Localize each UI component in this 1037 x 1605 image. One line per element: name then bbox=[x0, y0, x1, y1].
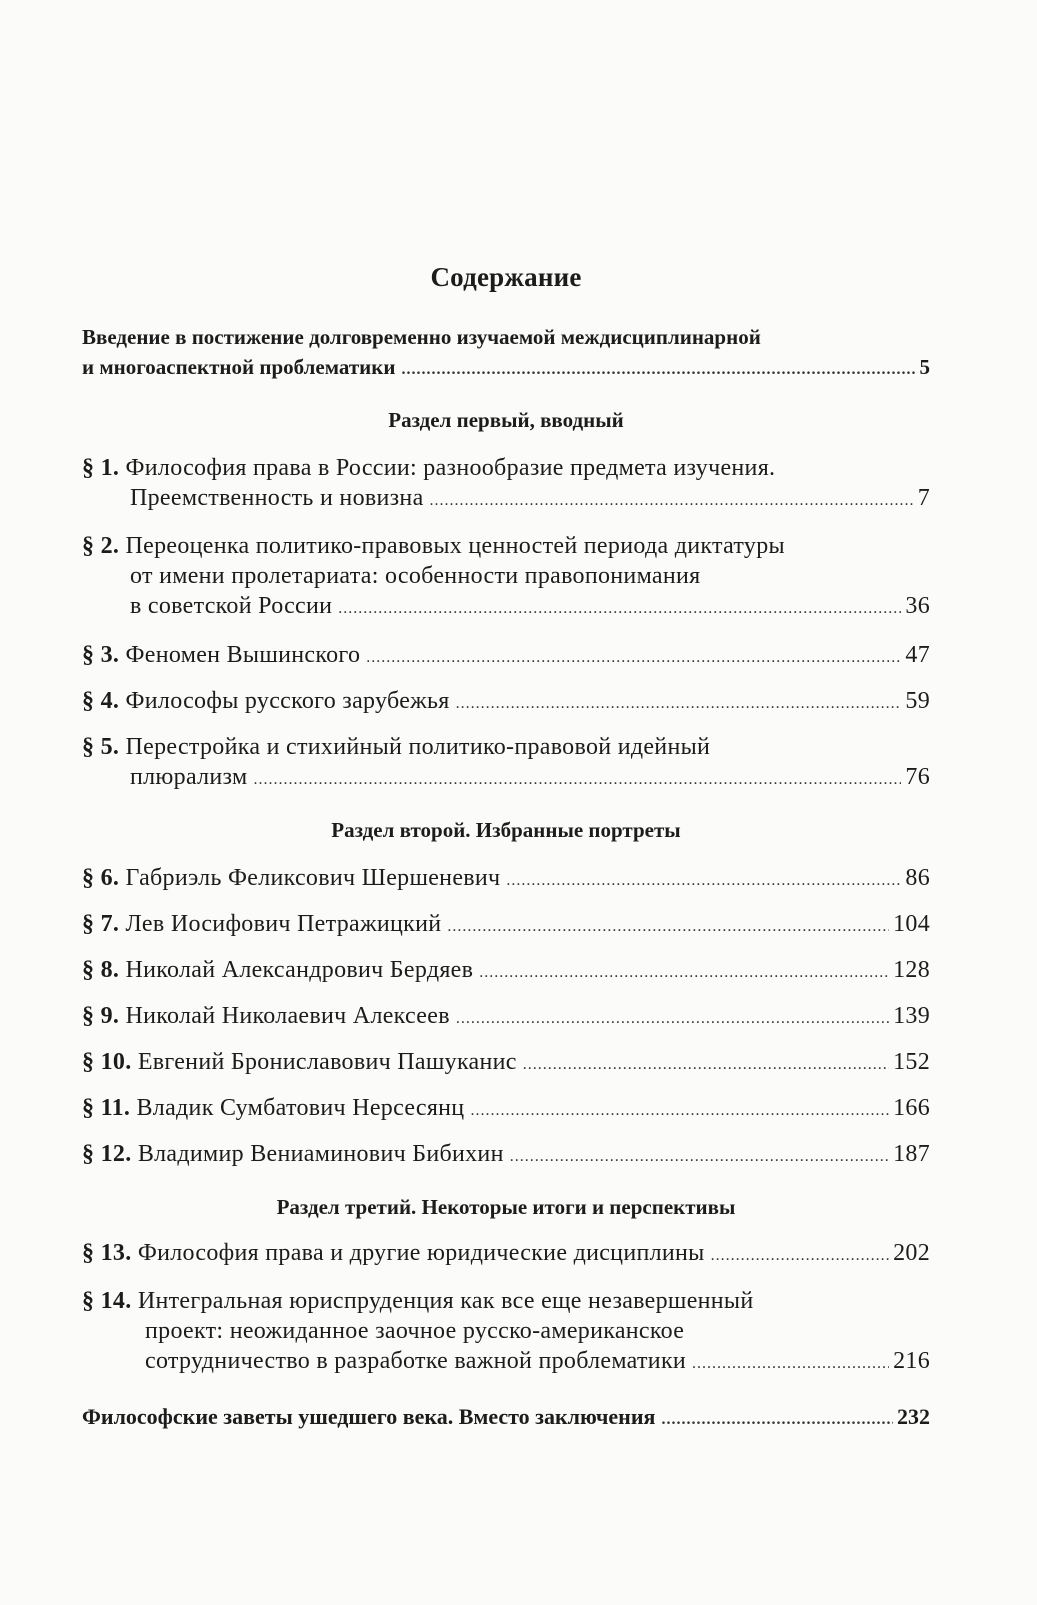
toc-entry-text: Перестройка и стихийный политико-правовой идейный bbox=[125, 734, 711, 760]
paragraph-number: § 2. bbox=[82, 533, 120, 559]
toc-entry-4[interactable] bbox=[82, 686, 930, 716]
toc-line bbox=[82, 762, 930, 792]
toc-entry-text: Философия права и другие юридические дисциплины bbox=[137, 1240, 705, 1266]
toc-entry-text: Владик Сумбатович Нерсесянц bbox=[136, 1095, 465, 1121]
paragraph-number: § 11. bbox=[82, 1095, 131, 1121]
leader-dots bbox=[470, 1096, 889, 1126]
toc-line bbox=[82, 1286, 930, 1316]
paragraph-number: § 8. bbox=[82, 957, 120, 983]
toc-line bbox=[82, 352, 930, 382]
toc-entry-text: Владимир Вениаминович Бибихин bbox=[137, 1141, 504, 1167]
page-number: 232 bbox=[897, 1404, 930, 1429]
toc-entry-9[interactable] bbox=[82, 1001, 930, 1031]
toc-line bbox=[82, 640, 930, 670]
page-number: 104 bbox=[893, 911, 930, 937]
toc-entry-text: Евгений Брониславович Пашуканис bbox=[137, 1049, 517, 1075]
toc-entry-10[interactable] bbox=[82, 1047, 930, 1077]
page-number: 59 bbox=[905, 688, 930, 714]
toc-line bbox=[82, 686, 930, 716]
page-number: 76 bbox=[905, 764, 930, 790]
paragraph-number: § 7. bbox=[82, 911, 120, 937]
section-heading: Раздел второй. Избранные портреты bbox=[331, 818, 681, 842]
leader-dots bbox=[479, 958, 889, 988]
toc-line bbox=[82, 909, 930, 939]
toc-line bbox=[82, 1346, 930, 1376]
toc-line bbox=[82, 1238, 930, 1268]
toc-line bbox=[82, 1402, 930, 1432]
toc-entry-14[interactable] bbox=[82, 1286, 930, 1376]
page-number: 166 bbox=[893, 1095, 930, 1121]
page-number: 187 bbox=[893, 1141, 930, 1167]
paragraph-number: § 3. bbox=[82, 642, 120, 668]
paragraph-number: § 9. bbox=[82, 1003, 120, 1029]
page-number: 152 bbox=[893, 1049, 930, 1075]
toc-entry-text: Феномен Вышинского bbox=[125, 642, 361, 668]
section-heading: Раздел первый, вводный bbox=[388, 408, 624, 432]
toc-entry-text: в советской России bbox=[130, 593, 333, 619]
leader-dots bbox=[338, 594, 901, 624]
toc-line bbox=[82, 453, 930, 483]
page-number: 216 bbox=[893, 1348, 930, 1374]
toc-entry-text: Николай Александрович Бердяев bbox=[125, 957, 474, 983]
toc-entry-text: Лев Иосифович Петражицкий bbox=[125, 911, 442, 937]
leader-dots bbox=[692, 1349, 889, 1379]
paragraph-number: § 1. bbox=[82, 455, 120, 481]
toc-line bbox=[82, 732, 930, 762]
leader-dots bbox=[456, 689, 902, 719]
paragraph-number: § 14. bbox=[82, 1288, 132, 1314]
toc-line bbox=[82, 591, 930, 621]
toc-entry-text: Габриэль Феликсович Шершеневич bbox=[125, 865, 501, 891]
toc-entry-1[interactable] bbox=[82, 453, 930, 513]
paragraph-number: § 10. bbox=[82, 1049, 132, 1075]
toc-line bbox=[82, 483, 930, 513]
toc-entry-text: Философы русского зарубежья bbox=[125, 688, 450, 714]
toc-line bbox=[82, 1047, 930, 1077]
toc-entry-8[interactable] bbox=[82, 955, 930, 985]
leader-dots bbox=[401, 355, 915, 385]
toc-line bbox=[82, 1139, 930, 1169]
leader-dots bbox=[430, 486, 914, 516]
toc-entry-text: плюрализм bbox=[130, 764, 248, 790]
table-of-contents-page bbox=[82, 0, 930, 1605]
toc-entry-text: Преемственность и новизна bbox=[130, 485, 424, 511]
page-number: 36 bbox=[905, 593, 930, 619]
toc-entry-13[interactable] bbox=[82, 1238, 930, 1268]
page-number: 86 bbox=[905, 865, 930, 891]
toc-entry-text: Философские заветы ушедшего века. Вместо заключения bbox=[82, 1404, 656, 1429]
paragraph-number: § 4. bbox=[82, 688, 120, 714]
page-number: 5 bbox=[919, 355, 930, 379]
toc-entry-conclusion[interactable] bbox=[82, 1402, 930, 1432]
leader-dots bbox=[447, 912, 889, 942]
page-title: Содержание bbox=[430, 262, 582, 292]
toc-line bbox=[82, 955, 930, 985]
toc-entry-6[interactable] bbox=[82, 863, 930, 893]
toc-line bbox=[82, 863, 930, 893]
toc-line bbox=[82, 1316, 930, 1346]
toc-entry-text: Переоценка политико-правовых ценностей периода диктатуры bbox=[125, 533, 785, 559]
toc-entry-7[interactable] bbox=[82, 909, 930, 939]
toc-line bbox=[82, 1001, 930, 1031]
page-number: 47 bbox=[905, 642, 930, 668]
toc-line bbox=[82, 322, 930, 352]
toc-line bbox=[82, 561, 930, 591]
leader-dots bbox=[253, 765, 901, 795]
leader-dots bbox=[523, 1050, 889, 1080]
toc-entry-text: Введение в постижение долговременно изучаемой междисциплинарной bbox=[82, 325, 761, 349]
leader-dots bbox=[510, 1142, 889, 1172]
toc-line bbox=[82, 531, 930, 561]
leader-dots bbox=[711, 1241, 889, 1271]
paragraph-number: § 13. bbox=[82, 1240, 132, 1266]
toc-entry-text: и многоаспектной проблематики bbox=[82, 355, 396, 379]
paragraph-number: § 12. bbox=[82, 1141, 132, 1167]
page-number: 139 bbox=[893, 1003, 930, 1029]
toc-entry-text: сотрудничество в разработке важной проблематики bbox=[145, 1348, 687, 1374]
leader-dots bbox=[661, 1405, 893, 1435]
toc-entry-12[interactable] bbox=[82, 1139, 930, 1169]
page-number: 7 bbox=[917, 485, 930, 511]
section-heading: Раздел третий. Некоторые итоги и перспективы bbox=[276, 1195, 736, 1219]
toc-entry-11[interactable] bbox=[82, 1093, 930, 1123]
toc-entry-text: от имени пролетариата: особенности правопонимания bbox=[130, 563, 701, 589]
toc-entry-5[interactable] bbox=[82, 732, 930, 792]
leader-dots bbox=[456, 1004, 889, 1034]
toc-entry-3[interactable] bbox=[82, 640, 930, 670]
leader-dots bbox=[366, 643, 901, 673]
leader-dots bbox=[506, 866, 901, 896]
toc-entry-text: Интегральная юриспруденция как все еще незавершенный bbox=[137, 1288, 754, 1314]
toc-entry-text: Философия права в России: разнообразие предмета изучения. bbox=[125, 455, 776, 481]
paragraph-number: § 5. bbox=[82, 734, 120, 760]
toc-entry-2[interactable] bbox=[82, 531, 930, 621]
toc-entry-text: проект: неожиданное заочное русско-американское bbox=[145, 1318, 685, 1344]
page-number: 202 bbox=[893, 1240, 930, 1266]
toc-entry-intro[interactable] bbox=[82, 322, 930, 382]
toc-entry-text: Николай Николаевич Алексеев bbox=[125, 1003, 450, 1029]
paragraph-number: § 6. bbox=[82, 865, 120, 891]
page-number: 128 bbox=[893, 957, 930, 983]
toc-line bbox=[82, 1093, 930, 1123]
